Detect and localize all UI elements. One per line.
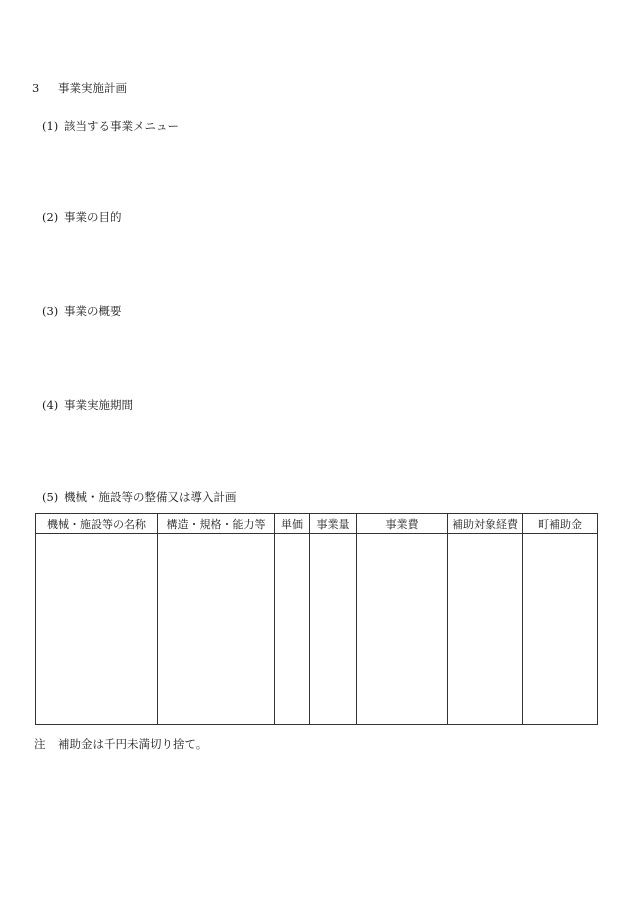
column-header-project-cost: 事業費 xyxy=(357,514,448,534)
subsection-number: (1) xyxy=(42,119,59,133)
subsection-number: (5) xyxy=(42,490,59,504)
column-header-unit-price: 単価 xyxy=(275,514,310,534)
subsection-title: 事業実施期間 xyxy=(64,398,133,412)
table-cell[interactable] xyxy=(310,534,357,725)
footnote-text: 補助金は千円未満切り捨て。 xyxy=(58,737,208,751)
subsection-menu xyxy=(42,119,179,133)
subsection-overview xyxy=(42,304,122,318)
subsection-number: (3) xyxy=(42,304,59,318)
section-title: 事業実施計画 xyxy=(58,81,127,95)
table-cell[interactable] xyxy=(275,534,310,725)
subsection-purpose xyxy=(42,210,122,224)
section-heading xyxy=(32,81,127,95)
table-cell[interactable] xyxy=(36,534,158,725)
column-header-town-subsidy: 町補助金 xyxy=(523,514,598,534)
subsection-title: 事業の概要 xyxy=(64,304,122,318)
table-cell[interactable] xyxy=(158,534,275,725)
subsection-equipment-plan xyxy=(42,490,237,504)
table-cell[interactable] xyxy=(357,534,448,725)
subsection-title: 該当する事業メニュー xyxy=(64,119,179,133)
section-number: 3 xyxy=(32,81,40,95)
subsection-number: (4) xyxy=(42,398,59,412)
table-header-row xyxy=(36,514,598,534)
column-header-quantity: 事業量 xyxy=(310,514,357,534)
subsection-period xyxy=(42,398,133,412)
subsection-title: 機械・施設等の整備又は導入計画 xyxy=(64,490,237,504)
column-header-spec: 構造・規格・能力等 xyxy=(158,514,275,534)
subsection-title: 事業の目的 xyxy=(64,210,122,224)
table-row xyxy=(36,534,598,725)
table-cell[interactable] xyxy=(523,534,598,725)
table-cell[interactable] xyxy=(448,534,523,725)
column-header-name: 機械・施設等の名称 xyxy=(36,514,158,534)
column-header-eligible-cost: 補助対象経費 xyxy=(448,514,523,534)
equipment-plan-table xyxy=(35,513,598,725)
footnote-label: 注 xyxy=(34,737,46,751)
subsection-number: (2) xyxy=(42,210,59,224)
footnote xyxy=(34,737,207,751)
